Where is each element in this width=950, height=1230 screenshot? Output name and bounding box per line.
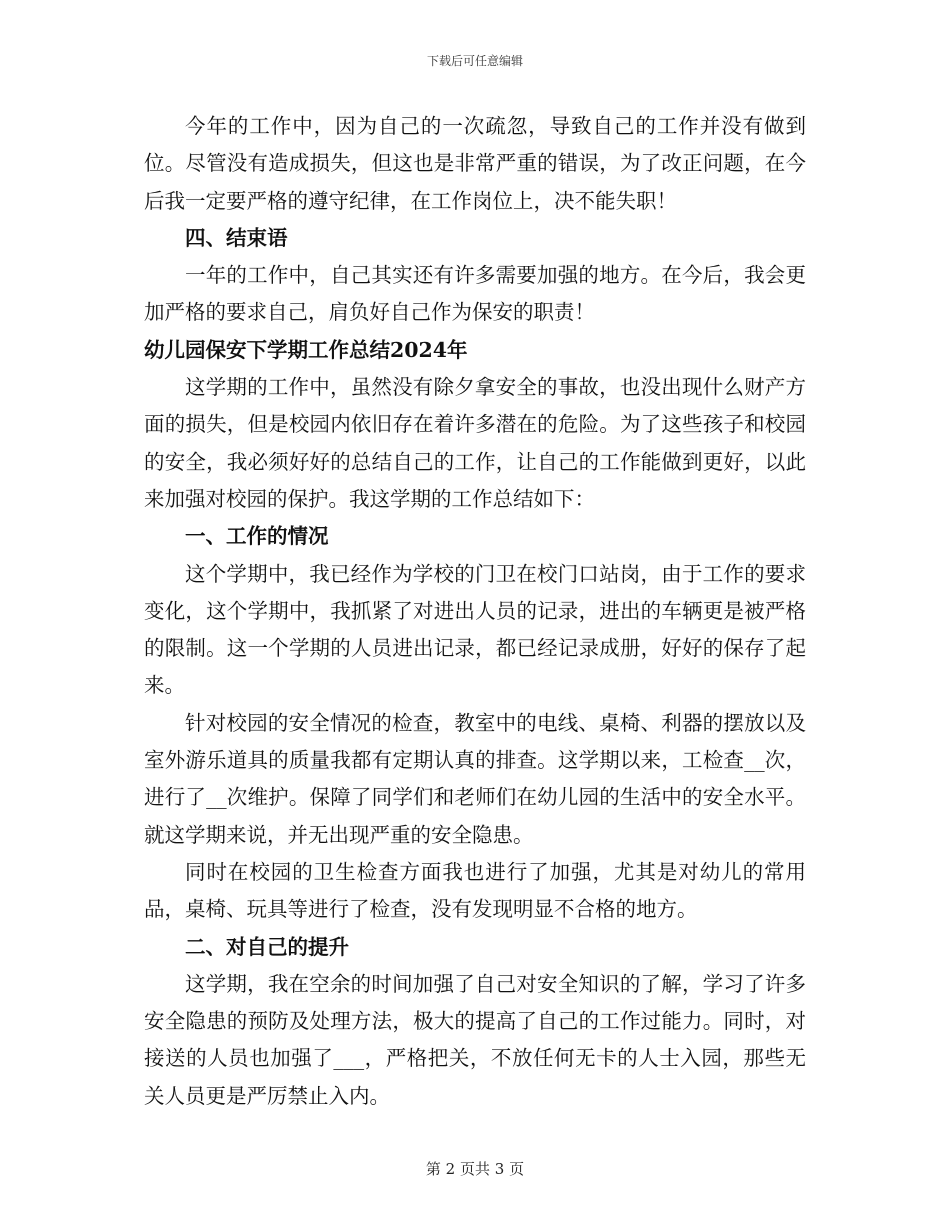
section-heading: 一、工作的情况: [185, 524, 329, 549]
paragraph: 这个学期中，我已经作为学校的门卫在校门口站岗，由于工作的要求变化，这个学期中，我抓紧了对进出人员的记录，进出的车辆更是被严格的限制。这一个学期的人员进出记录，都已经记录成册，好好的保存了起来。: [144, 561, 806, 698]
page-footer: 第 2 页共 3 页: [425, 1160, 525, 1178]
section-heading: 二、对自己的提升: [185, 934, 349, 959]
document-title: 幼儿园保安下学期工作总结2024年: [144, 337, 468, 362]
paragraph: 针对校园的安全情况的检查，教室中的电线、桌椅、利器的摆放以及室外游乐道具的质量我都有定期认真的排查。这学期以来，工检查__次，进行了__次维护。保障了同学们和老师们在幼儿园的生活中的安全水平。就这学期来说，并无出现严重的安全隐患。: [144, 710, 806, 847]
page-header: 下载后可任意编辑: [426, 54, 523, 68]
paragraph: 这学期，我在空余的时间加强了自己对安全知识的了解，学习了许多安全隐患的预防及处理方法，极大的提高了自己的工作过能力。同时，对接送的人员也加强了___，严格把关，不放任何无卡的人士入园，那些无关人员更是严厉禁止入内。: [144, 971, 806, 1108]
paragraph: 今年的工作中，因为自己的一次疏忽，导致自己的工作并没有做到位。尽管没有造成损失，但这也是非常严重的错误，为了改正问题，在今后我一定要严格的遵守纪律，在工作岗位上，决不能失职！: [144, 114, 806, 213]
paragraph: 这学期的工作中，虽然没有除夕拿安全的事故，也没出现什么财产方面的损失，但是校园内依旧存在着许多潜在的危险。为了这些孩子和校园的安全，我必须好好的总结自己的工作，让自己的工作能做到更好，以此来加强对校园的保护。我这学期的工作总结如下：: [144, 375, 806, 511]
paragraph: 一年的工作中，自己其实还有许多需要加强的地方。在今后，我会更加严格的要求自己，肩负好自己作为保安的职责！: [144, 263, 806, 325]
section-heading: 四、结束语: [185, 225, 288, 250]
paragraph: 同时在校园的卫生检查方面我也进行了加强，尤其是对幼儿的常用品，桌椅、玩具等进行了检查，没有发现明显不合格的地方。: [144, 859, 806, 922]
document-body: [144, 108, 806, 1115]
